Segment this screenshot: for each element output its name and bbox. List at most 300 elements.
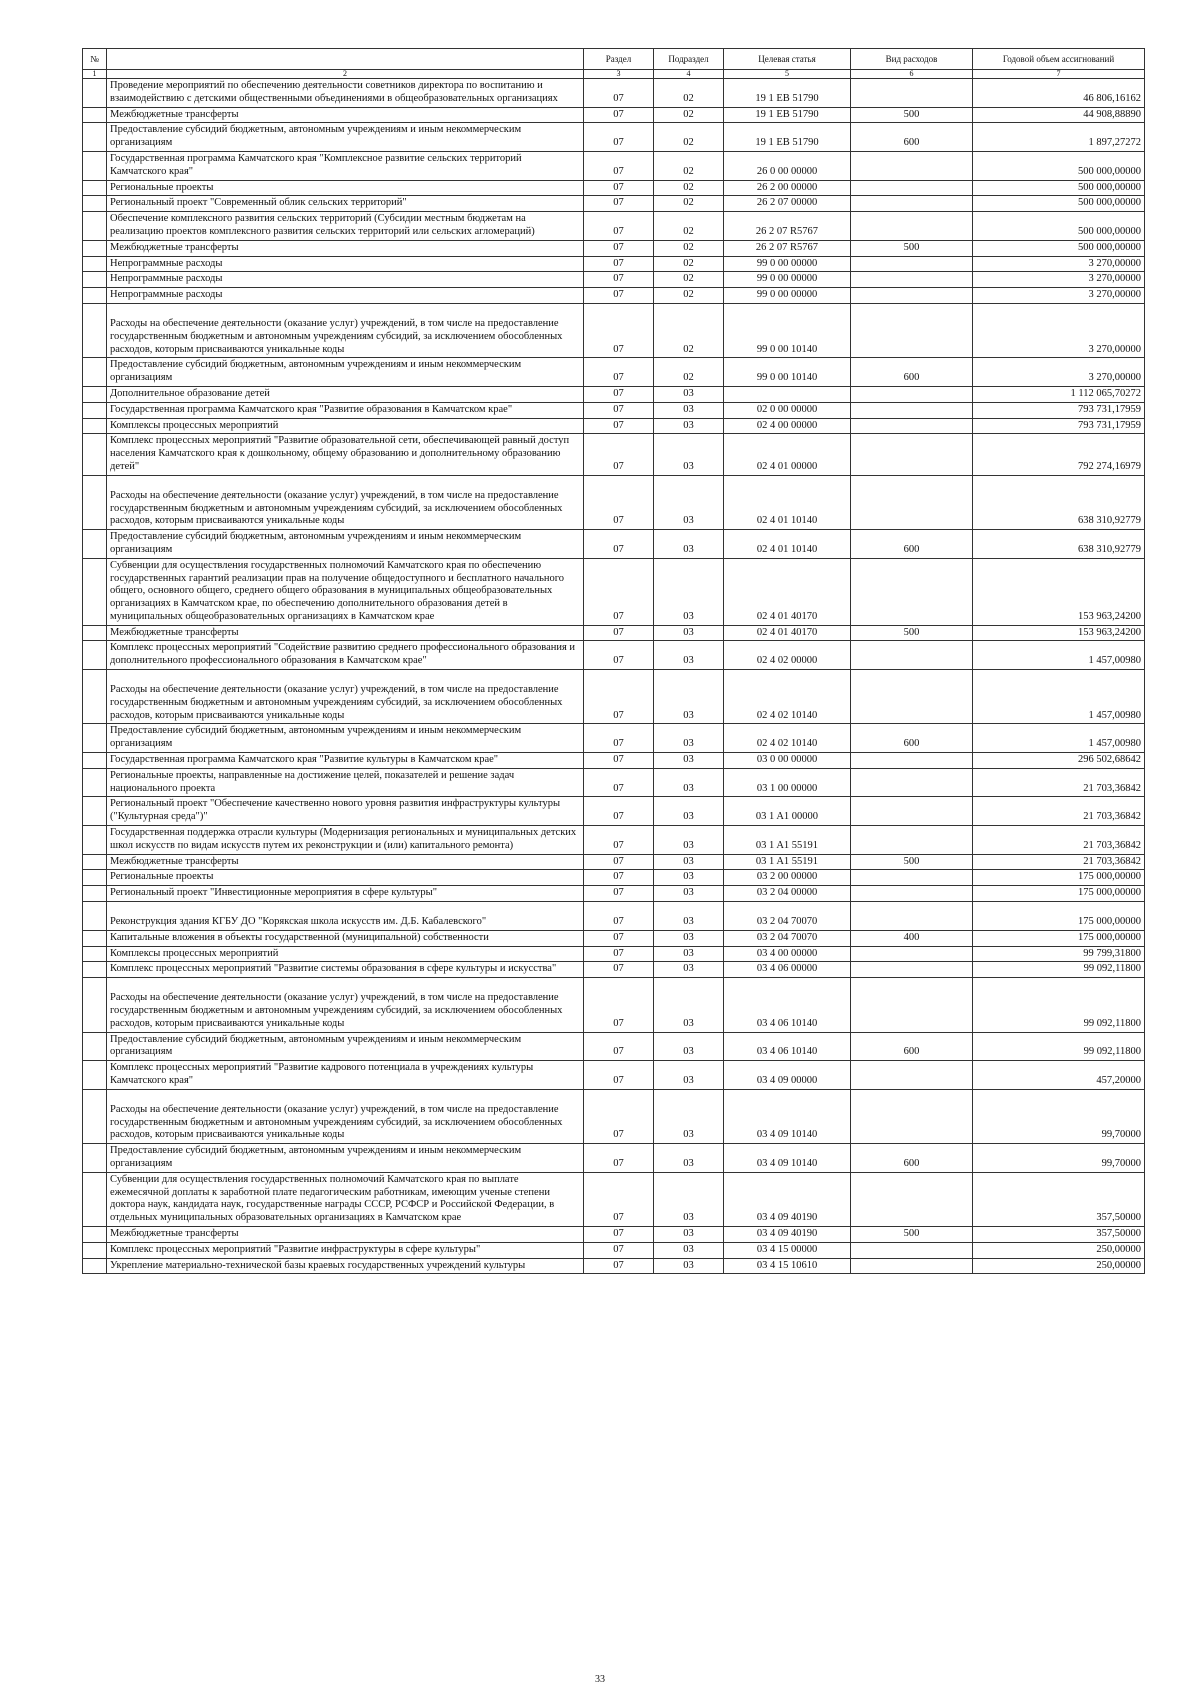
- row-article: 99 0 00 00000: [724, 288, 851, 304]
- row-section: 07: [584, 123, 654, 152]
- row-name: Предоставление субсидий бюджетным, автономным учреждениям и иным некоммерческим организациям: [107, 123, 584, 152]
- table-row: [83, 768, 1145, 797]
- table-row: [83, 288, 1145, 304]
- row-name: Непрограммные расходы: [107, 256, 584, 272]
- row-number: [83, 978, 107, 1032]
- row-section: 07: [584, 530, 654, 559]
- row-subsection: 03: [654, 558, 724, 625]
- row-section: 07: [584, 1172, 654, 1226]
- table-row: [83, 303, 1145, 357]
- row-article: 26 2 07 R5767: [724, 212, 851, 241]
- row-article: 03 4 09 40190: [724, 1172, 851, 1226]
- table-row: [83, 870, 1145, 886]
- row-article: 03 1 A1 00000: [724, 797, 851, 826]
- row-amount: 638 310,92779: [973, 475, 1145, 529]
- row-article: 03 4 09 40190: [724, 1226, 851, 1242]
- row-number: [83, 288, 107, 304]
- row-article: 02 4 01 40170: [724, 625, 851, 641]
- row-name: Расходы на обеспечение деятельности (оказание услуг) учреждений, в том числе на предоставление государственным бюджетным и автономным учреждениям субсидий, за исключением обособленных расходов, которым присваиваются уникальные коды: [107, 978, 584, 1032]
- row-amount: 21 703,36842: [973, 854, 1145, 870]
- row-section: 07: [584, 962, 654, 978]
- table-header: [83, 49, 1145, 79]
- row-amount: 457,20000: [973, 1061, 1145, 1090]
- row-number: [83, 641, 107, 670]
- header-amount: Годовой объем ассигнований: [973, 49, 1145, 70]
- column-number: 7: [973, 70, 1145, 79]
- row-section: 07: [584, 870, 654, 886]
- row-article: 03 1 00 00000: [724, 768, 851, 797]
- row-amount: 175 000,00000: [973, 886, 1145, 902]
- row-article: 03 4 06 10140: [724, 1032, 851, 1061]
- row-section: 07: [584, 303, 654, 357]
- row-subsection: 03: [654, 402, 724, 418]
- table-row: [83, 625, 1145, 641]
- row-number: [83, 1226, 107, 1242]
- row-expense: [851, 272, 973, 288]
- row-section: 07: [584, 946, 654, 962]
- row-amount: 500 000,00000: [973, 240, 1145, 256]
- row-expense: [851, 768, 973, 797]
- row-number: [83, 107, 107, 123]
- row-name: Региональный проект "Обеспечение качественно нового уровня развития инфраструктуры культуры ("Культурная среда")": [107, 797, 584, 826]
- row-name: Комплекс процессных мероприятий "Развитие образовательной сети, обеспечивающей равный доступ населения Камчатского края к дошкольному, общему образованию и дополнительному образованию детей": [107, 434, 584, 475]
- row-subsection: 03: [654, 886, 724, 902]
- row-subsection: 02: [654, 303, 724, 357]
- row-name: Межбюджетные трансферты: [107, 1226, 584, 1242]
- row-number: [83, 902, 107, 931]
- table-row: [83, 724, 1145, 753]
- row-amount: 99 092,11800: [973, 978, 1145, 1032]
- row-number: [83, 272, 107, 288]
- row-name: Укрепление материально-технической базы краевых государственных учреждений культуры: [107, 1258, 584, 1274]
- table-row: [83, 107, 1145, 123]
- row-article: 03 2 04 70070: [724, 930, 851, 946]
- row-name: Обеспечение комплексного развития сельских территорий (Субсидии местным бюджетам на реализацию проектов комплексного развития сельских территорий или сельских агломераций): [107, 212, 584, 241]
- row-article: 02 4 01 00000: [724, 434, 851, 475]
- row-subsection: 03: [654, 854, 724, 870]
- row-subsection: 02: [654, 212, 724, 241]
- table-row: [83, 1226, 1145, 1242]
- row-amount: 1 457,00980: [973, 670, 1145, 724]
- row-expense: 600: [851, 123, 973, 152]
- row-article: 99 0 00 00000: [724, 272, 851, 288]
- header-article: Целевая статья: [724, 49, 851, 70]
- table-row: [83, 1089, 1145, 1143]
- table-row: [83, 212, 1145, 241]
- row-name: Проведение мероприятий по обеспечению деятельности советников директора по воспитанию и взаимодействию с детскими общественными объединениями в общеобразовательных организациях: [107, 79, 584, 108]
- row-subsection: 03: [654, 1144, 724, 1173]
- row-article: 99 0 00 00000: [724, 256, 851, 272]
- row-number: [83, 558, 107, 625]
- row-section: 07: [584, 196, 654, 212]
- table-row: [83, 151, 1145, 180]
- row-amount: 175 000,00000: [973, 930, 1145, 946]
- row-amount: 296 502,68642: [973, 753, 1145, 769]
- row-section: 07: [584, 1144, 654, 1173]
- row-subsection: 03: [654, 962, 724, 978]
- row-amount: 638 310,92779: [973, 530, 1145, 559]
- table-row: [83, 946, 1145, 962]
- row-number: [83, 724, 107, 753]
- table-row: [83, 797, 1145, 826]
- row-number: [83, 151, 107, 180]
- row-number: [83, 854, 107, 870]
- row-amount: 250,00000: [973, 1258, 1145, 1274]
- row-expense: 400: [851, 930, 973, 946]
- row-subsection: 03: [654, 1089, 724, 1143]
- column-number: 5: [724, 70, 851, 79]
- row-section: 07: [584, 753, 654, 769]
- table-row: [83, 886, 1145, 902]
- row-expense: [851, 558, 973, 625]
- row-subsection: 03: [654, 475, 724, 529]
- row-section: 07: [584, 930, 654, 946]
- row-number: [83, 530, 107, 559]
- row-name: Непрограммные расходы: [107, 272, 584, 288]
- row-article: 03 4 15 10610: [724, 1258, 851, 1274]
- table-row: [83, 930, 1145, 946]
- row-article: 02 0 00 00000: [724, 402, 851, 418]
- table-row: [83, 434, 1145, 475]
- row-expense: [851, 434, 973, 475]
- table-row: [83, 180, 1145, 196]
- row-number: [83, 962, 107, 978]
- table-row: [83, 1258, 1145, 1274]
- row-section: 07: [584, 558, 654, 625]
- row-amount: 500 000,00000: [973, 212, 1145, 241]
- row-amount: 46 806,16162: [973, 79, 1145, 108]
- table-row: [83, 641, 1145, 670]
- header-name: [107, 49, 584, 70]
- row-subsection: 03: [654, 902, 724, 931]
- row-section: 07: [584, 768, 654, 797]
- table-row: [83, 386, 1145, 402]
- row-amount: 99,70000: [973, 1089, 1145, 1143]
- row-section: 07: [584, 79, 654, 108]
- row-amount: 1 897,27272: [973, 123, 1145, 152]
- table-row: [83, 196, 1145, 212]
- row-section: 07: [584, 1089, 654, 1143]
- row-subsection: 03: [654, 753, 724, 769]
- row-section: 07: [584, 826, 654, 855]
- row-amount: 1 457,00980: [973, 641, 1145, 670]
- table-row: [83, 753, 1145, 769]
- row-section: 07: [584, 1242, 654, 1258]
- table-row: [83, 962, 1145, 978]
- row-section: 07: [584, 386, 654, 402]
- row-section: 07: [584, 418, 654, 434]
- row-section: 07: [584, 1258, 654, 1274]
- row-expense: [851, 288, 973, 304]
- row-article: 03 1 A1 55191: [724, 854, 851, 870]
- row-article: 26 2 07 00000: [724, 196, 851, 212]
- row-article: 02 4 01 10140: [724, 475, 851, 529]
- row-subsection: 02: [654, 358, 724, 387]
- row-article: 03 0 00 00000: [724, 753, 851, 769]
- row-number: [83, 1032, 107, 1061]
- row-section: 07: [584, 107, 654, 123]
- row-number: [83, 1258, 107, 1274]
- row-expense: [851, 753, 973, 769]
- row-name: Комплекс процессных мероприятий "Развитие кадрового потенциала в учреждениях культуры Камчатского края": [107, 1061, 584, 1090]
- row-number: [83, 240, 107, 256]
- row-section: 07: [584, 978, 654, 1032]
- header-expense: Вид расходов: [851, 49, 973, 70]
- row-amount: 3 270,00000: [973, 256, 1145, 272]
- row-amount: 99 092,11800: [973, 962, 1145, 978]
- row-name: Расходы на обеспечение деятельности (оказание услуг) учреждений, в том числе на предоставление государственным бюджетным и автономным учреждениям субсидий, за исключением обособленных расходов, которым присваиваются уникальные коды: [107, 670, 584, 724]
- row-expense: [851, 418, 973, 434]
- row-expense: [851, 1258, 973, 1274]
- table-row: [83, 402, 1145, 418]
- table-row: [83, 1172, 1145, 1226]
- row-amount: 99,70000: [973, 1144, 1145, 1173]
- row-subsection: 03: [654, 1061, 724, 1090]
- row-amount: 3 270,00000: [973, 358, 1145, 387]
- row-expense: [851, 670, 973, 724]
- table-body: [83, 79, 1145, 1274]
- row-expense: [851, 1089, 973, 1143]
- row-article: [724, 386, 851, 402]
- row-expense: 500: [851, 625, 973, 641]
- row-name: Региональные проекты: [107, 180, 584, 196]
- row-article: 26 2 00 00000: [724, 180, 851, 196]
- column-number-row: [83, 70, 1145, 79]
- row-article: 03 4 09 00000: [724, 1061, 851, 1090]
- row-article: 03 4 09 10140: [724, 1089, 851, 1143]
- row-name: Межбюджетные трансферты: [107, 107, 584, 123]
- row-number: [83, 826, 107, 855]
- row-number: [83, 358, 107, 387]
- row-name: Межбюджетные трансферты: [107, 854, 584, 870]
- table-row: [83, 1032, 1145, 1061]
- row-expense: [851, 641, 973, 670]
- row-subsection: 02: [654, 151, 724, 180]
- row-amount: 99 092,11800: [973, 1032, 1145, 1061]
- row-subsection: 02: [654, 123, 724, 152]
- row-subsection: 03: [654, 625, 724, 641]
- row-expense: 600: [851, 724, 973, 753]
- row-amount: 792 274,16979: [973, 434, 1145, 475]
- row-name: Региональный проект "Инвестиционные мероприятия в сфере культуры": [107, 886, 584, 902]
- row-article: 03 1 A1 55191: [724, 826, 851, 855]
- row-expense: [851, 1061, 973, 1090]
- row-number: [83, 1061, 107, 1090]
- row-article: 26 2 07 R5767: [724, 240, 851, 256]
- table-row: [83, 79, 1145, 108]
- row-number: [83, 797, 107, 826]
- row-section: 07: [584, 212, 654, 241]
- row-article: 19 1 ЕВ 51790: [724, 107, 851, 123]
- row-amount: 175 000,00000: [973, 902, 1145, 931]
- row-number: [83, 418, 107, 434]
- table-row: [83, 256, 1145, 272]
- row-section: 07: [584, 854, 654, 870]
- budget-table: [82, 48, 1145, 1274]
- row-subsection: 02: [654, 288, 724, 304]
- row-expense: [851, 196, 973, 212]
- row-number: [83, 946, 107, 962]
- row-expense: [851, 386, 973, 402]
- row-article: 02 4 01 40170: [724, 558, 851, 625]
- row-subsection: 02: [654, 196, 724, 212]
- row-amount: 250,00000: [973, 1242, 1145, 1258]
- row-name: Капитальные вложения в объекты государственной (муниципальной) собственности: [107, 930, 584, 946]
- row-article: 02 4 02 00000: [724, 641, 851, 670]
- row-number: [83, 386, 107, 402]
- row-name: Региональный проект "Современный облик сельских территорий": [107, 196, 584, 212]
- row-article: 99 0 00 10140: [724, 358, 851, 387]
- table-row: [83, 826, 1145, 855]
- row-number: [83, 930, 107, 946]
- row-amount: 357,50000: [973, 1226, 1145, 1242]
- row-number: [83, 768, 107, 797]
- column-number: 4: [654, 70, 724, 79]
- row-amount: 153 963,24200: [973, 558, 1145, 625]
- row-name: Комплексы процессных мероприятий: [107, 418, 584, 434]
- row-expense: [851, 212, 973, 241]
- row-expense: [851, 962, 973, 978]
- table-row: [83, 418, 1145, 434]
- row-name: Предоставление субсидий бюджетным, автономным учреждениям и иным некоммерческим организациям: [107, 1144, 584, 1173]
- row-article: 19 1 ЕВ 51790: [724, 123, 851, 152]
- table-row: [83, 558, 1145, 625]
- row-name: Расходы на обеспечение деятельности (оказание услуг) учреждений, в том числе на предоставление государственным бюджетным и автономным учреждениям субсидий, за исключением обособленных расходов, которым присваиваются уникальные коды: [107, 475, 584, 529]
- row-subsection: 03: [654, 1258, 724, 1274]
- table-row: [83, 272, 1145, 288]
- row-name: Непрограммные расходы: [107, 288, 584, 304]
- row-number: [83, 212, 107, 241]
- row-section: 07: [584, 1032, 654, 1061]
- row-number: [83, 886, 107, 902]
- row-subsection: 03: [654, 1226, 724, 1242]
- row-expense: [851, 797, 973, 826]
- row-number: [83, 1172, 107, 1226]
- row-article: 02 4 00 00000: [724, 418, 851, 434]
- row-article: 03 4 09 10140: [724, 1144, 851, 1173]
- page-number: 33: [595, 1674, 605, 1685]
- row-expense: [851, 946, 973, 962]
- table-row: [83, 1144, 1145, 1173]
- row-subsection: 03: [654, 530, 724, 559]
- row-article: 03 4 15 00000: [724, 1242, 851, 1258]
- row-subsection: 03: [654, 768, 724, 797]
- row-article: 02 4 02 10140: [724, 724, 851, 753]
- row-subsection: 02: [654, 79, 724, 108]
- row-expense: [851, 1172, 973, 1226]
- row-expense: 600: [851, 1144, 973, 1173]
- row-subsection: 03: [654, 1172, 724, 1226]
- header-num: №: [83, 49, 107, 70]
- row-name: Дополнительное образование детей: [107, 386, 584, 402]
- row-number: [83, 196, 107, 212]
- row-number: [83, 434, 107, 475]
- row-name: Комплекс процессных мероприятий "Развитие системы образования в сфере культуры и искусства": [107, 962, 584, 978]
- row-number: [83, 1144, 107, 1173]
- row-subsection: 02: [654, 107, 724, 123]
- row-section: 07: [584, 1061, 654, 1090]
- row-name: Субвенции для осуществления государственных полномочий Камчатского края по выплате ежемесячной доплаты к заработной плате педагогическим работникам, имеющим ученые степени доктора наук, кандидата наук, государственные награды СССР, РСФСР и Российской Федерации, в отдельных муниципальных образовательных организациях в Камчатском крае: [107, 1172, 584, 1226]
- row-expense: [851, 1242, 973, 1258]
- row-section: 07: [584, 240, 654, 256]
- column-number: 2: [107, 70, 584, 79]
- row-subsection: 03: [654, 670, 724, 724]
- row-amount: 175 000,00000: [973, 870, 1145, 886]
- row-section: 07: [584, 902, 654, 931]
- row-subsection: 03: [654, 978, 724, 1032]
- row-subsection: 03: [654, 930, 724, 946]
- row-amount: 21 703,36842: [973, 826, 1145, 855]
- row-section: 07: [584, 272, 654, 288]
- row-name: Комплекс процессных мероприятий "Содействие развитию среднего профессионального образования и дополнительного профессионального образования в Камчатском крае": [107, 641, 584, 670]
- row-section: 07: [584, 670, 654, 724]
- row-amount: 357,50000: [973, 1172, 1145, 1226]
- row-section: 07: [584, 256, 654, 272]
- row-section: 07: [584, 886, 654, 902]
- row-name: Межбюджетные трансферты: [107, 625, 584, 641]
- row-amount: 793 731,17959: [973, 402, 1145, 418]
- row-name: Комплекс процессных мероприятий "Развитие инфраструктуры в сфере культуры": [107, 1242, 584, 1258]
- row-expense: [851, 256, 973, 272]
- row-amount: 3 270,00000: [973, 272, 1145, 288]
- row-name: Субвенции для осуществления государственных полномочий Камчатского края по обеспечению государственных гарантий реализации прав на получение общедоступного и бесплатного начального общего, основного общего, среднего общего образования в муниципальных общеобразовательных организациях в Камчатском крае, по обеспечению дополнительного образования детей в муниципальных общеобразовательных организациях в Камчатском крае: [107, 558, 584, 625]
- row-article: 26 0 00 00000: [724, 151, 851, 180]
- column-number: 1: [83, 70, 107, 79]
- row-section: 07: [584, 358, 654, 387]
- row-article: 02 4 01 10140: [724, 530, 851, 559]
- column-number: 3: [584, 70, 654, 79]
- row-section: 07: [584, 625, 654, 641]
- row-amount: 1 112 065,70272: [973, 386, 1145, 402]
- row-number: [83, 753, 107, 769]
- column-number: 6: [851, 70, 973, 79]
- row-article: 03 4 00 00000: [724, 946, 851, 962]
- row-amount: 153 963,24200: [973, 625, 1145, 641]
- row-section: 07: [584, 641, 654, 670]
- table-row: [83, 978, 1145, 1032]
- row-amount: 793 731,17959: [973, 418, 1145, 434]
- row-subsection: 03: [654, 826, 724, 855]
- row-name: Предоставление субсидий бюджетным, автономным учреждениям и иным некоммерческим организациям: [107, 724, 584, 753]
- row-section: 07: [584, 475, 654, 529]
- row-subsection: 03: [654, 724, 724, 753]
- table-row: [83, 475, 1145, 529]
- row-number: [83, 79, 107, 108]
- row-number: [83, 475, 107, 529]
- row-section: 07: [584, 151, 654, 180]
- row-expense: 600: [851, 1032, 973, 1061]
- row-subsection: 02: [654, 272, 724, 288]
- row-name: Межбюджетные трансферты: [107, 240, 584, 256]
- table-row: [83, 530, 1145, 559]
- row-article: 03 4 06 00000: [724, 962, 851, 978]
- row-name: Предоставление субсидий бюджетным, автономным учреждениям и иным некоммерческим организациям: [107, 358, 584, 387]
- row-expense: [851, 826, 973, 855]
- row-subsection: 03: [654, 418, 724, 434]
- row-number: [83, 402, 107, 418]
- row-expense: [851, 886, 973, 902]
- row-number: [83, 670, 107, 724]
- row-amount: 44 908,88890: [973, 107, 1145, 123]
- row-expense: 600: [851, 358, 973, 387]
- table-row: [83, 1061, 1145, 1090]
- row-amount: 3 270,00000: [973, 288, 1145, 304]
- row-number: [83, 256, 107, 272]
- row-expense: [851, 151, 973, 180]
- row-expense: 500: [851, 107, 973, 123]
- row-number: [83, 303, 107, 357]
- header-subsection: Подраздел: [654, 49, 724, 70]
